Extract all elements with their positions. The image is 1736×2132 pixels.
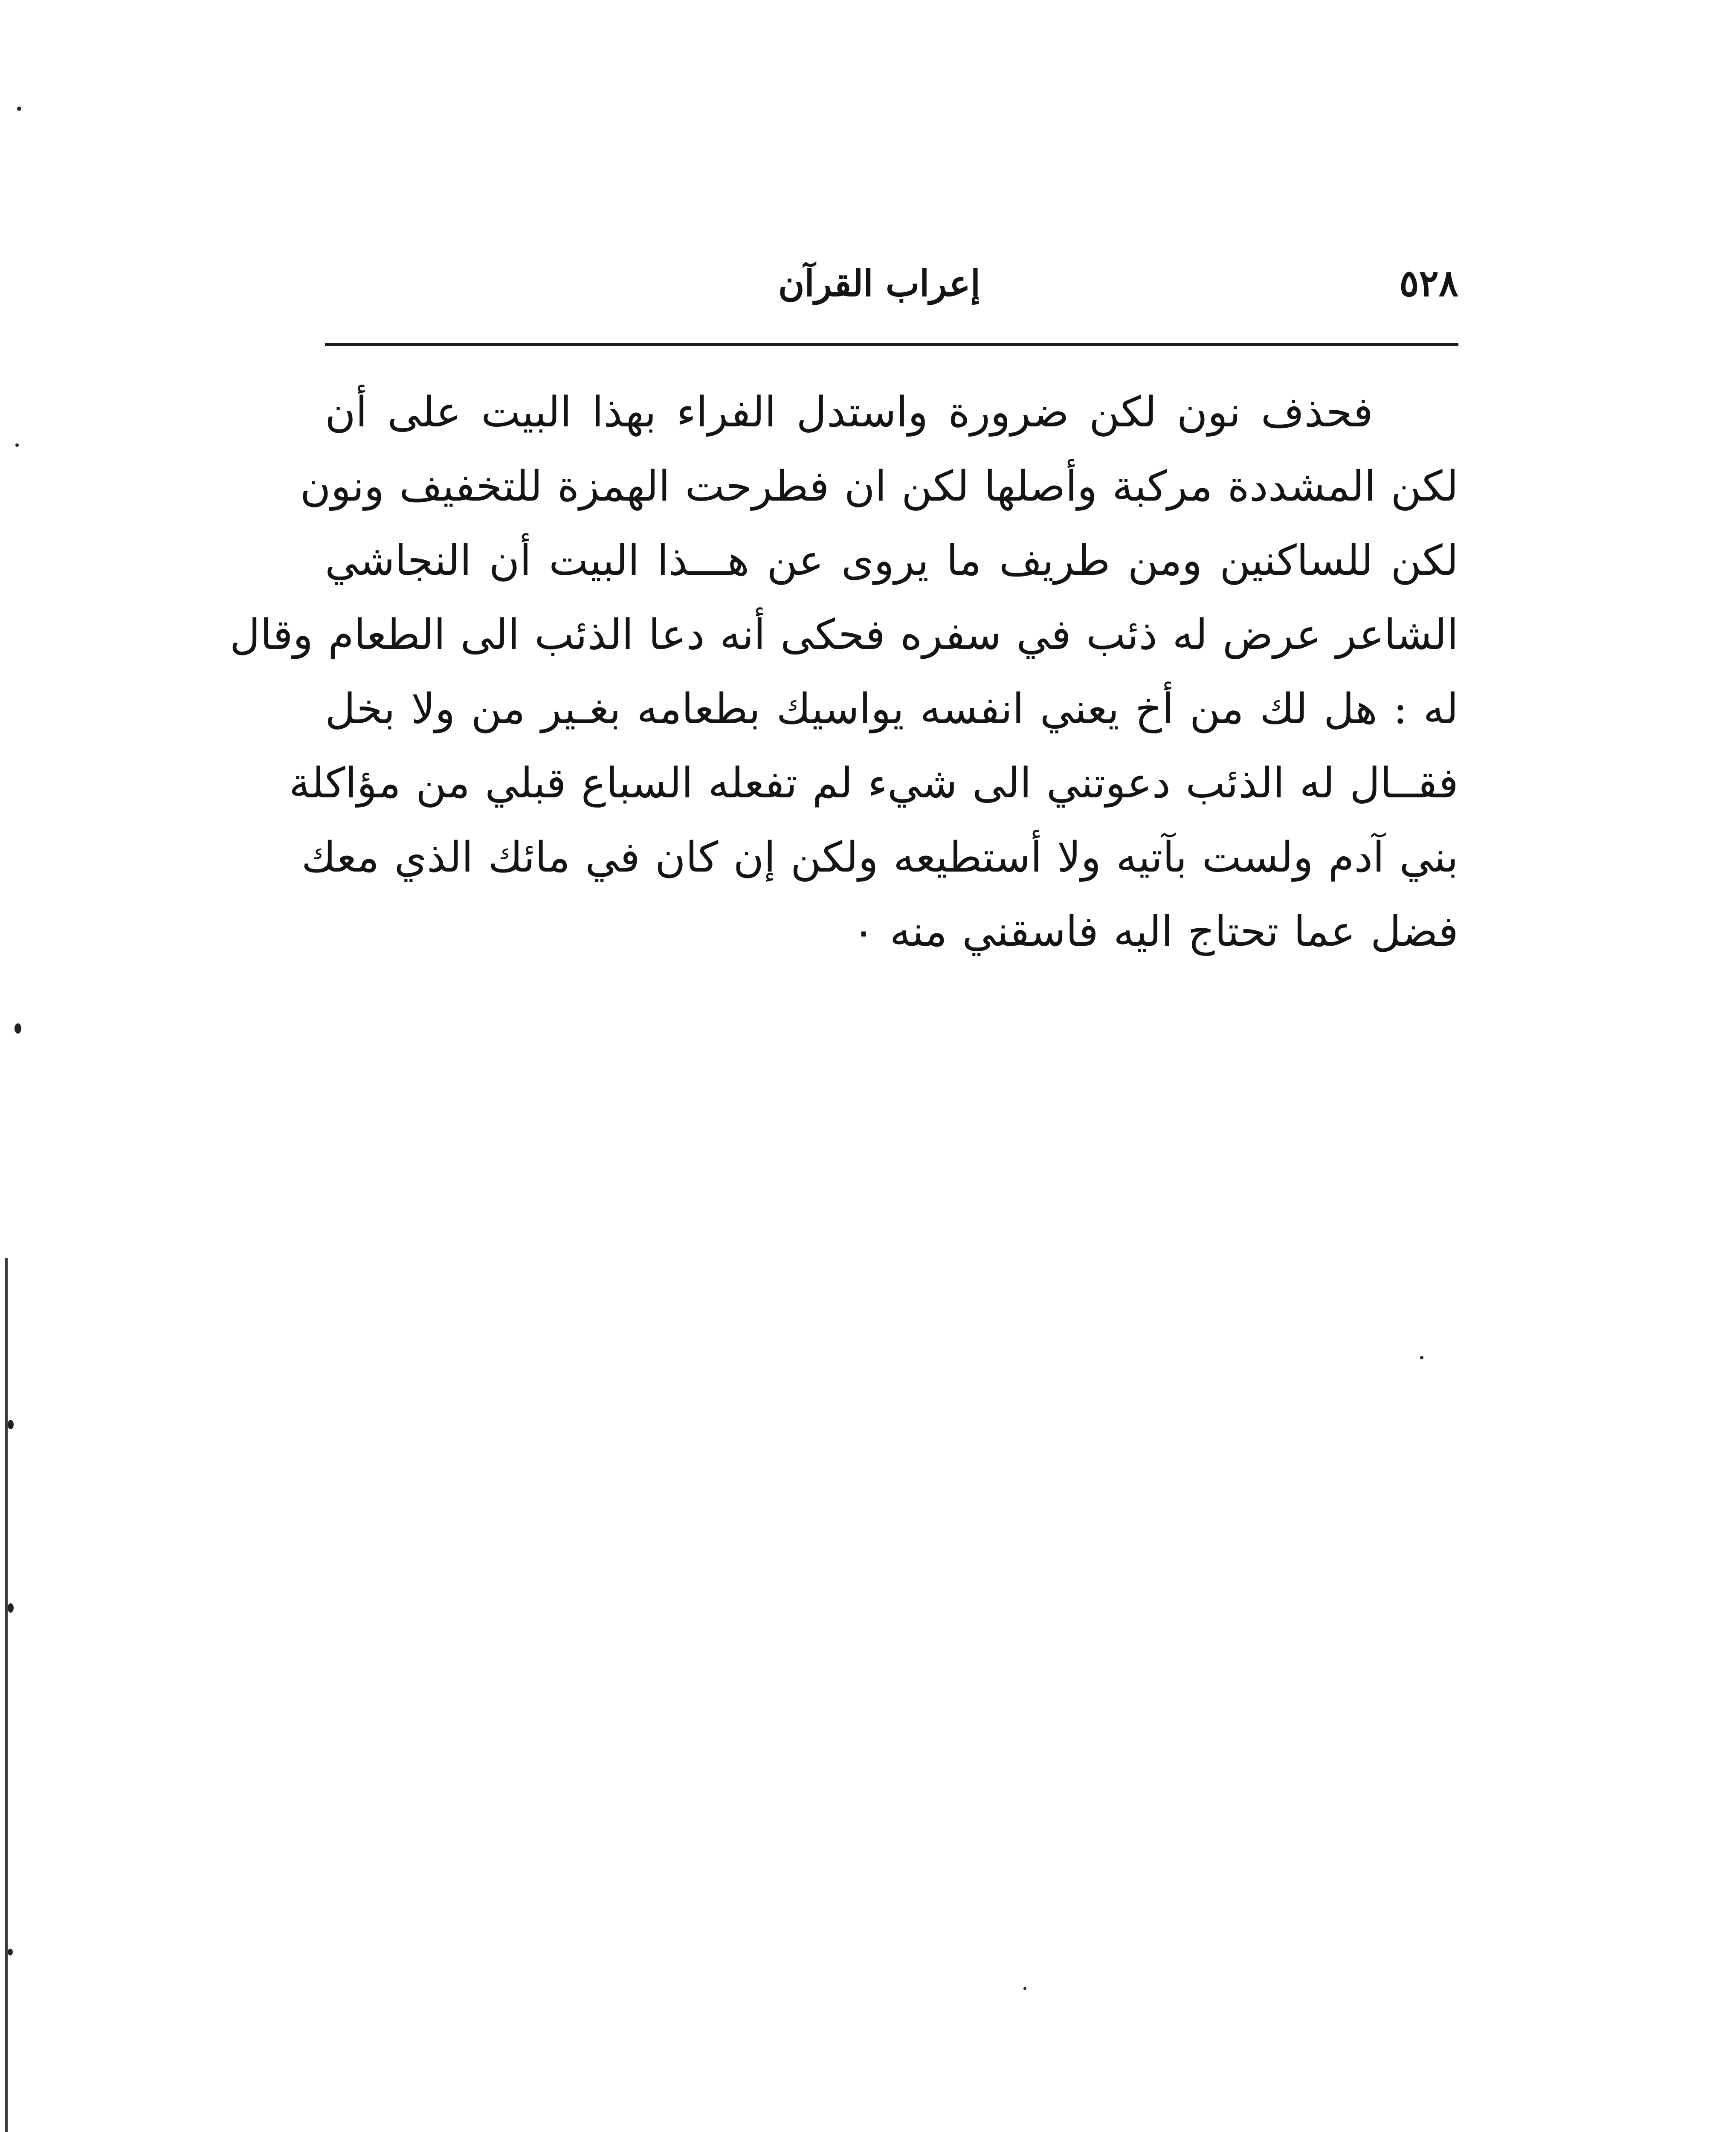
text-line: له : هل لك من أخ يعني انفسه يواسيك بطعامه بغـير من ولا بخل — [325, 685, 1458, 733]
page-header — [325, 256, 1458, 311]
page-number: ٥٢٨ — [1399, 262, 1458, 305]
text-line: لكن المشددة مركبة وأصلها لكن ان فطرحت الهمزة للتخفيف ونون — [300, 462, 1458, 511]
text-line: فحذف نون لكن ضرورة واستدل الفراء بهذا البيت على أن — [325, 388, 1373, 437]
scan-speck — [17, 107, 21, 111]
scan-edge-line — [5, 1258, 8, 2132]
scan-speck — [8, 1603, 14, 1613]
text-line: فضل عما تحتاج اليه فاسقني منه ٠ — [852, 907, 1458, 956]
header-rule — [325, 343, 1458, 346]
text-line: لكن للساكنين ومن طريف ما يروى عن هـــذا البيت أن النجاشي — [325, 536, 1458, 585]
scan-speck — [1420, 1356, 1423, 1359]
scan-speck — [15, 443, 19, 447]
scan-speck — [8, 1949, 13, 1955]
scan-speck — [8, 1420, 14, 1429]
text-line: بني آدم ولست بآتيه ولا أستطيعه ولكن إن كان في مائك الذي معك — [301, 833, 1458, 882]
scan-speck — [1023, 1987, 1026, 1990]
running-title: إعراب القرآن — [778, 262, 981, 304]
text-line: الشاعر عرض له ذئب في سفره فحكى أنه دعا الذئب الى الطعام وقال — [229, 611, 1458, 659]
scan-speck — [14, 1023, 21, 1034]
text-line: فقــال له الذئب دعوتني الى شيء لم تفعله السباع قبلي من مؤاكلة — [289, 759, 1458, 808]
body-text — [229, 375, 1458, 969]
